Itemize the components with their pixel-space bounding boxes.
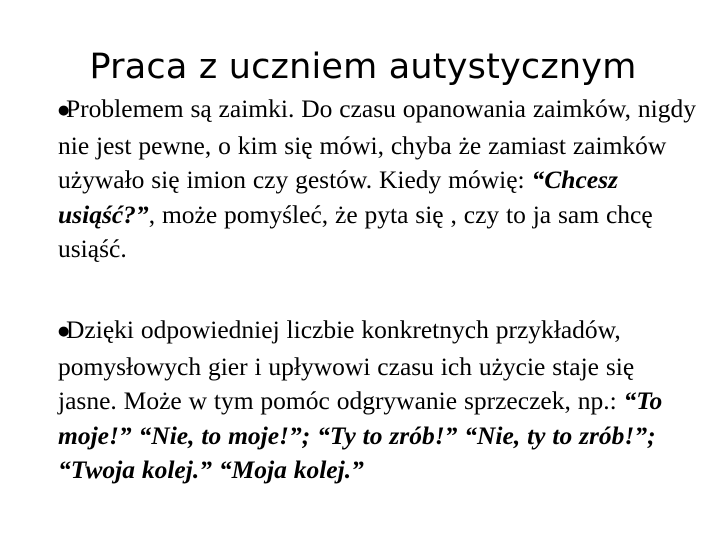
bullet-paragraph-2 bbox=[58, 313, 698, 488]
bullet-icon: ● bbox=[58, 103, 70, 118]
bullet-1-quote: “Chcesz usiąść?” bbox=[58, 165, 618, 229]
bullet-1-text-end: , może pomyśleć, że pyta się , czy to ja sam chcę usiąść. bbox=[58, 199, 653, 263]
bullet-2-text: Dzięki odpowiedniej liczbie konkretnych przykładów, pomysłowych gier i upływowi czasu ich użycie staje się jasne. Może w tym pomóc odgrywanie sprzeczek, np.: bbox=[58, 315, 635, 415]
bullet-2-quote: “To moje!” “Nie, to moje!”; “Ty to zrób!” “Nie, ty to zrób!”; “Twoja kolej.” “Moja kolej.” bbox=[58, 386, 663, 484]
bullet-icon: ● bbox=[58, 324, 70, 339]
bullet-paragraph-1 bbox=[58, 92, 698, 267]
bullet-1-text: Problemem są zaimki. Do czasu opanowania zaimków, nigdy nie jest pewne, o kim się mówi, chyba że zamiast zaimków używało się imion czy gestów. Kiedy mówię: bbox=[58, 94, 696, 194]
slide-title: Praca z uczniem autystycznym bbox=[89, 47, 637, 87]
